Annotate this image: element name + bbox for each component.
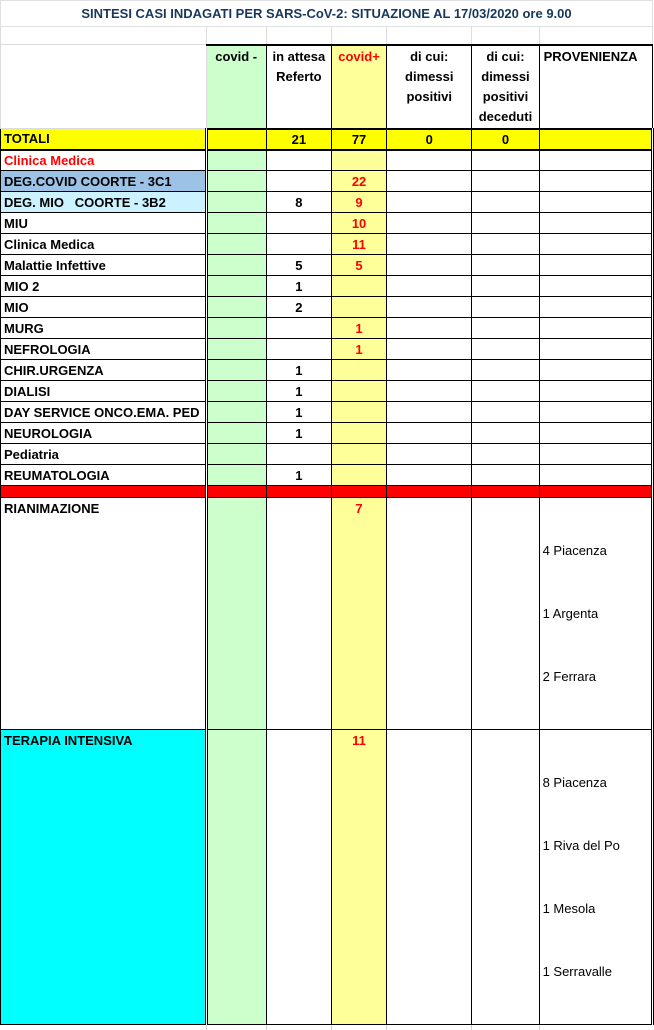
in-attesa-value[interactable] (266, 234, 331, 255)
provenienza-cell[interactable] (539, 465, 652, 486)
in-attesa-value[interactable]: 1 (266, 423, 331, 444)
empty-cell[interactable] (1, 27, 207, 45)
deceduti-total[interactable]: 0 (472, 129, 539, 150)
totals-label[interactable]: TOTALI (1, 129, 207, 150)
dimessi-cell[interactable] (387, 192, 472, 213)
provenienza-cell[interactable] (539, 360, 652, 381)
in-attesa-value[interactable]: 1 (266, 381, 331, 402)
deceduti-cell[interactable] (472, 381, 539, 402)
in-attesa-value[interactable]: 1 (266, 360, 331, 381)
covid-pos-value[interactable]: 10 (331, 213, 386, 234)
in-attesa-value[interactable] (266, 318, 331, 339)
provenienza-cell[interactable] (539, 297, 652, 318)
dimessi-cell[interactable] (387, 444, 472, 465)
table-row (1, 318, 653, 339)
in-attesa-value[interactable]: 1 (266, 276, 331, 297)
deceduti-cell[interactable] (472, 402, 539, 423)
header-line: positivi (406, 88, 452, 104)
divider-cell (539, 486, 652, 498)
dimessi-cell[interactable] (387, 150, 472, 171)
table-row (1, 339, 653, 360)
dimessi-cell[interactable] (387, 234, 472, 255)
covid-neg-cell[interactable] (206, 318, 266, 339)
deceduti-cell[interactable] (472, 318, 539, 339)
covid-neg-cell[interactable] (206, 381, 266, 402)
in-attesa-value[interactable]: 5 (266, 255, 331, 276)
covid-neg-cell[interactable] (206, 150, 266, 171)
dimessi-cell[interactable] (387, 255, 472, 276)
covid-neg-cell[interactable] (206, 255, 266, 276)
table-row (1, 192, 653, 213)
in-attesa-value[interactable] (266, 171, 331, 192)
dept-label[interactable]: MIU (1, 213, 207, 234)
grid-stub (387, 1025, 472, 1030)
col-header-covid-negative[interactable]: covid - (206, 45, 266, 129)
dimessi-cell[interactable] (387, 339, 472, 360)
in-attesa-value[interactable]: 2 (266, 297, 331, 318)
in-attesa-value[interactable]: 1 (266, 402, 331, 423)
provenienza-cell[interactable] (539, 213, 652, 234)
provenienza-line: 4 Piacenza (542, 543, 607, 558)
deceduti-cell[interactable] (472, 444, 539, 465)
table-row (1, 297, 653, 318)
in-attesa-total[interactable]: 21 (266, 129, 331, 150)
header-line: dimessi (481, 68, 530, 84)
deceduti-cell[interactable] (472, 339, 539, 360)
divider-cell (387, 486, 472, 498)
grid-stub (472, 1025, 539, 1030)
dept-label[interactable]: DAY SERVICE ONCO.EMA. PED (1, 402, 207, 423)
divider-cell (266, 486, 331, 498)
col-header-dimessi-deceduti[interactable] (472, 45, 539, 129)
grid-stub (206, 1025, 266, 1030)
provenienza-line: 2 Ferrara (542, 669, 597, 684)
table-row (1, 255, 653, 276)
header-line: positivi (482, 88, 529, 104)
dept-label[interactable]: REUMATOLOGIA (1, 465, 207, 486)
provenienza-cell[interactable] (539, 730, 652, 1025)
dimessi-cell[interactable] (387, 360, 472, 381)
empty-cell[interactable] (472, 27, 539, 45)
in-attesa-value[interactable] (266, 444, 331, 465)
in-attesa-value[interactable] (266, 213, 331, 234)
provenienza-line: 1 Mesola (542, 901, 596, 916)
empty-cell[interactable] (206, 27, 266, 45)
dimessi-cell[interactable] (387, 276, 472, 297)
rianimazione-row (1, 498, 653, 730)
covid-neg-cell[interactable] (206, 297, 266, 318)
dept-label[interactable]: DIALISI (1, 381, 207, 402)
covid-neg-total[interactable] (206, 129, 266, 150)
table-row (1, 465, 653, 486)
table-row (1, 360, 653, 381)
col-header-in-attesa[interactable] (266, 45, 331, 129)
table-row (1, 171, 653, 192)
deceduti-cell[interactable] (472, 276, 539, 297)
covid-neg-cell[interactable] (206, 444, 266, 465)
covid-pos-value[interactable] (331, 150, 386, 171)
covid-pos-value[interactable]: 1 (331, 339, 386, 360)
deceduti-cell[interactable] (472, 498, 539, 730)
in-attesa-value[interactable] (266, 150, 331, 171)
bottom-gridline-row (1, 1025, 653, 1030)
provenienza-cell[interactable] (539, 234, 652, 255)
empty-header-cell[interactable] (1, 45, 207, 129)
covid-pos-value[interactable] (331, 444, 386, 465)
covid-pos-value[interactable] (331, 465, 386, 486)
dimessi-cell[interactable] (387, 730, 472, 1025)
deceduti-cell[interactable] (472, 213, 539, 234)
table-row (1, 150, 653, 171)
covid-neg-cell[interactable] (206, 402, 266, 423)
covid-pos-value[interactable] (331, 423, 386, 444)
provenienza-cell[interactable] (539, 402, 652, 423)
table-row (1, 402, 653, 423)
deceduti-cell[interactable] (472, 360, 539, 381)
dimessi-cell[interactable] (387, 381, 472, 402)
covid-neg-cell[interactable] (206, 423, 266, 444)
covid-pos-value[interactable]: 7 (331, 498, 386, 730)
covid-neg-cell[interactable] (206, 276, 266, 297)
in-attesa-value[interactable]: 8 (266, 192, 331, 213)
provenienza-cell[interactable] (539, 192, 652, 213)
col-header-provenienza[interactable]: PROVENIENZA (539, 45, 652, 129)
table-row (1, 444, 653, 465)
deceduti-cell[interactable] (472, 730, 539, 1025)
grid-stub (331, 1025, 386, 1030)
dept-label[interactable]: RIANIMAZIONE (1, 498, 207, 730)
dimessi-cell[interactable] (387, 423, 472, 444)
provenienza-line: 8 Piacenza (542, 775, 607, 790)
header-line: di cui: (410, 48, 449, 64)
dept-label[interactable]: DEG.COVID COORTE - 3C1 (1, 171, 207, 192)
provenienza-line: 1 Riva del Po (542, 838, 620, 853)
divider-cell (472, 486, 539, 498)
terapia-intensiva-row (1, 730, 653, 1025)
covid-pos-value[interactable]: 1 (331, 318, 386, 339)
empty-cell[interactable] (331, 27, 386, 45)
col-header-dimessi-positivi[interactable] (387, 45, 472, 129)
totals-row (1, 129, 653, 150)
header-line: in attesa (272, 48, 326, 64)
covid-neg-cell[interactable] (206, 171, 266, 192)
covid-neg-cell[interactable] (206, 360, 266, 381)
covid-pos-value[interactable]: 5 (331, 255, 386, 276)
grid-stub (266, 1025, 331, 1030)
provenienza-cell[interactable] (539, 150, 652, 171)
divider-cell (331, 486, 386, 498)
provenienza-line: 1 Argenta (542, 606, 599, 621)
provenienza-cell[interactable] (539, 444, 652, 465)
covid-neg-cell[interactable] (206, 213, 266, 234)
dimessi-cell[interactable] (387, 465, 472, 486)
header-line: Referto (276, 68, 322, 84)
provenienza-line: 1 Serravalle (542, 964, 612, 979)
grid-stub (1, 1025, 207, 1030)
deceduti-cell[interactable] (472, 150, 539, 171)
provenienza-cell[interactable] (539, 255, 652, 276)
table-row (1, 234, 653, 255)
dimessi-total[interactable]: 0 (387, 129, 472, 150)
header-row (1, 45, 653, 129)
provenienza-cell[interactable] (539, 276, 652, 297)
dept-label[interactable]: MIO 2 (1, 276, 207, 297)
covid-neg-cell[interactable] (206, 730, 266, 1025)
covid-pos-value[interactable] (331, 360, 386, 381)
table-row (1, 276, 653, 297)
covid-neg-cell[interactable] (206, 339, 266, 360)
provenienza-cell[interactable] (539, 171, 652, 192)
covid-neg-cell[interactable] (206, 234, 266, 255)
table-row (1, 213, 653, 234)
covid-pos-value[interactable]: 11 (331, 730, 386, 1025)
dept-label[interactable]: NEUROLOGIA (1, 423, 207, 444)
dimessi-cell[interactable] (387, 402, 472, 423)
header-line: di cui: (486, 48, 525, 64)
dept-label[interactable]: Pediatria (1, 444, 207, 465)
table-row (1, 423, 653, 444)
deceduti-cell[interactable] (472, 465, 539, 486)
divider-cell (206, 486, 266, 498)
deceduti-cell[interactable] (472, 297, 539, 318)
provenienza-cell[interactable] (539, 381, 652, 402)
in-attesa-value[interactable]: 1 (266, 465, 331, 486)
dept-label[interactable]: MURG (1, 318, 207, 339)
col-header-covid-positive[interactable]: covid+ (331, 45, 386, 129)
covid-pos-value[interactable] (331, 276, 386, 297)
header-line: dimessi (405, 68, 454, 84)
in-attesa-value[interactable] (266, 730, 331, 1025)
deceduti-cell[interactable] (472, 234, 539, 255)
dimessi-cell[interactable] (387, 498, 472, 730)
dimessi-cell[interactable] (387, 213, 472, 234)
deceduti-cell[interactable] (472, 171, 539, 192)
dept-label[interactable]: NEFROLOGIA (1, 339, 207, 360)
covid-pos-value[interactable]: 22 (331, 171, 386, 192)
divider-cell (1, 486, 207, 498)
covid-pos-value[interactable] (331, 381, 386, 402)
dimessi-cell[interactable] (387, 318, 472, 339)
covid-neg-cell[interactable] (206, 498, 266, 730)
dimessi-cell[interactable] (387, 171, 472, 192)
dept-label[interactable]: CHIR.URGENZA (1, 360, 207, 381)
empty-cell[interactable] (266, 27, 331, 45)
dimessi-cell[interactable] (387, 297, 472, 318)
empty-cell[interactable] (539, 27, 652, 45)
dept-label[interactable]: MIO (1, 297, 207, 318)
grid-stub (539, 1025, 652, 1030)
provenienza-total[interactable] (539, 129, 652, 150)
red-divider-row (1, 486, 653, 498)
provenienza-cell[interactable] (539, 423, 652, 444)
covid-pos-value[interactable] (331, 402, 386, 423)
provenienza-cell[interactable] (539, 498, 652, 730)
header-line: deceduti (478, 108, 533, 124)
dept-label[interactable]: Clinica Medica (1, 150, 207, 171)
spacer-row (1, 27, 653, 45)
dept-label[interactable]: DEG. MIO COORTE - 3B2 (1, 192, 207, 213)
empty-cell[interactable] (387, 27, 472, 45)
dept-label[interactable]: Malattie Infettive (1, 255, 207, 276)
deceduti-cell[interactable] (472, 255, 539, 276)
table-row (1, 381, 653, 402)
in-attesa-value[interactable] (266, 498, 331, 730)
dept-label[interactable]: Clinica Medica (1, 234, 207, 255)
deceduti-cell[interactable] (472, 192, 539, 213)
covid-pos-value[interactable]: 9 (331, 192, 386, 213)
covid-pos-total[interactable]: 77 (331, 129, 386, 150)
deceduti-cell[interactable] (472, 423, 539, 444)
covid-pos-value[interactable] (331, 297, 386, 318)
provenienza-cell[interactable] (539, 339, 652, 360)
covid-pos-value[interactable]: 11 (331, 234, 386, 255)
in-attesa-value[interactable] (266, 339, 331, 360)
dept-label[interactable]: TERAPIA INTENSIVA (1, 730, 207, 1025)
covid-neg-cell[interactable] (206, 465, 266, 486)
covid-neg-cell[interactable] (206, 192, 266, 213)
page-title[interactable]: SINTESI CASI INDAGATI PER SARS-CoV-2: SITUAZIONE AL 17/03/2020 ore 9.00 (1, 1, 653, 27)
provenienza-cell[interactable] (539, 318, 652, 339)
title-row (1, 1, 653, 27)
